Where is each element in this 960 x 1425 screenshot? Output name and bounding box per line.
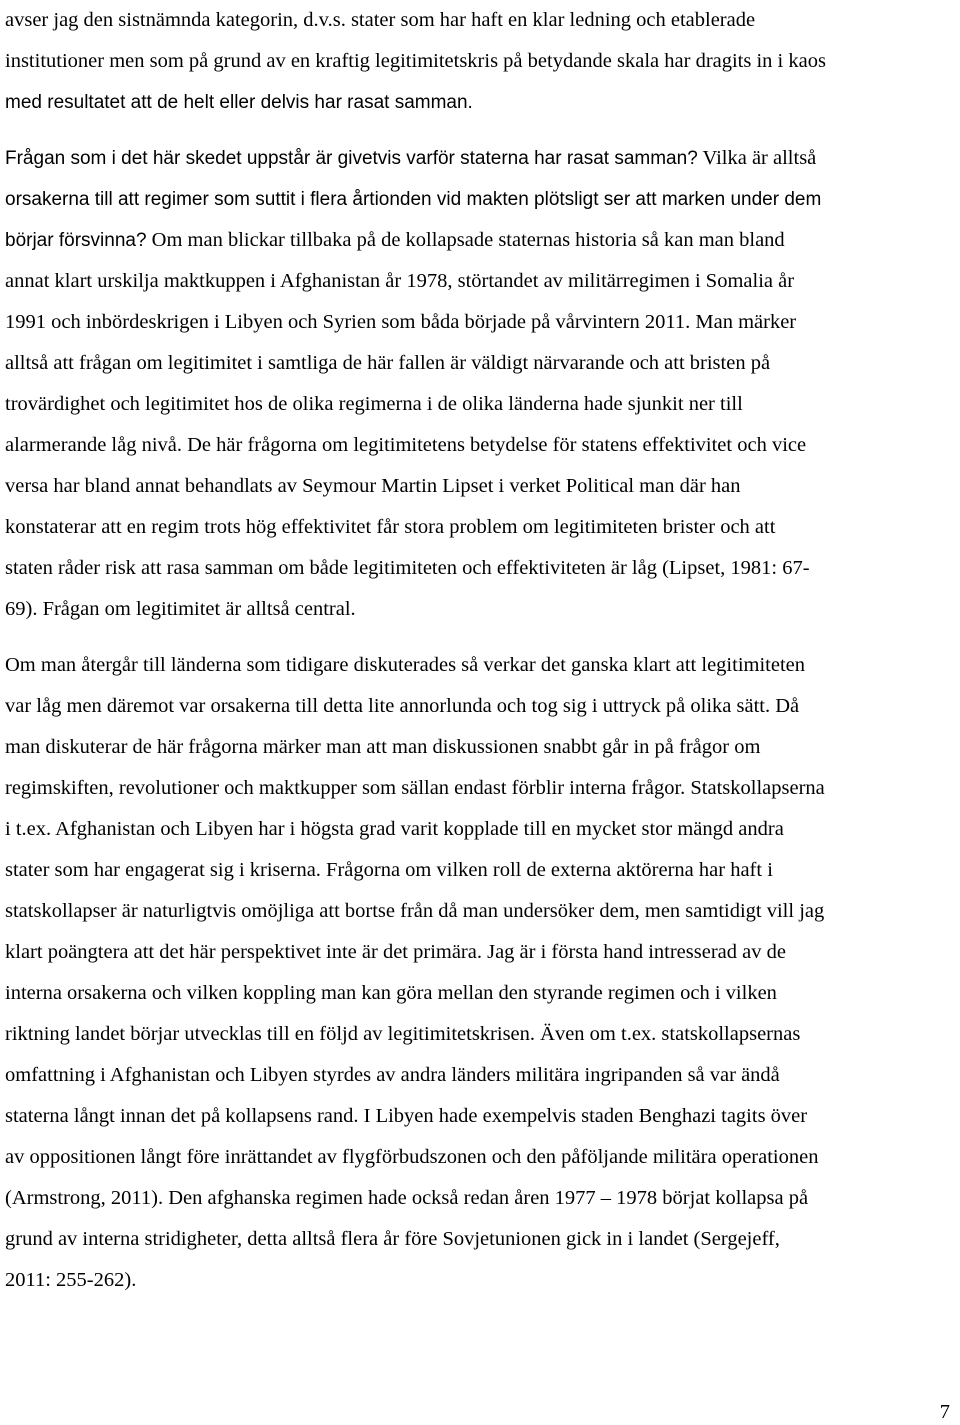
document-page xyxy=(5,0,953,1301)
text-segment: börjar försvinna? xyxy=(5,230,147,251)
paragraph xyxy=(5,0,953,123)
text-line xyxy=(5,891,953,932)
text-segment: omfattning i Afghanistan och Libyen styrdes av andra länders militära ingripanden så var ändå xyxy=(5,1064,780,1086)
text-segment: stater som har engagerat sig i kriserna. Frågorna om vilken roll de externa aktörerna har haft i xyxy=(5,859,773,881)
text-line xyxy=(5,82,953,123)
text-line xyxy=(5,343,953,384)
text-line xyxy=(5,302,953,343)
text-segment: interna orsakerna och vilken koppling man kan göra mellan den styrande regimen och i vilken xyxy=(5,982,777,1004)
text-segment: (Armstrong, 2011). Den afghanska regimen hade också redan åren 1977 – 1978 börjat kollapsa på xyxy=(5,1187,809,1209)
text-segment: Om man återgår till länderna som tidigare diskuterades så verkar det ganska klart att legitimiteten xyxy=(5,654,805,676)
text-line xyxy=(5,507,953,548)
text-line xyxy=(5,645,953,686)
text-segment: orsakerna till att regimer som suttit i flera årtionden vid makten plötsligt ser att marken under dem xyxy=(5,189,822,210)
text-segment: riktning landet börjar utvecklas till en följd av legitimitetskrisen. Även om t.ex. statskollapsernas xyxy=(5,1023,801,1045)
text-segment: konstaterar att en regim trots hög effektivitet får stora problem om legitimiteten brister och att xyxy=(5,516,776,538)
paragraph xyxy=(5,645,953,1301)
text-line xyxy=(5,1014,953,1055)
text-line xyxy=(5,138,953,179)
text-line xyxy=(5,548,953,589)
text-segment: 2011: 255-262). xyxy=(5,1269,137,1291)
text-line xyxy=(5,1137,953,1178)
text-line xyxy=(5,589,953,630)
text-line xyxy=(5,686,953,727)
text-line xyxy=(5,973,953,1014)
text-line xyxy=(5,0,953,41)
text-segment: alarmerande låg nivå. De här frågorna om legitimitetens betydelse för statens effektivitet och vice xyxy=(5,434,807,456)
text-segment: 69). Frågan om legitimitet är alltså central. xyxy=(5,598,356,620)
text-segment: 1991 och inbördeskrigen i Libyen och Syrien som båda började på vårvintern 2011. Man märker xyxy=(5,311,797,333)
text-segment: alltså att frågan om legitimitet i samtliga de här fallen är väldigt närvarande och att bristen på xyxy=(5,352,771,374)
body-text xyxy=(5,0,953,1301)
text-segment: Om man blickar tillbaka på de kollapsade staternas historia så kan man bland xyxy=(146,229,785,251)
text-segment: trovärdighet och legitimitet hos de olika regimerna i de olika länderna hade sjunkit ner till xyxy=(5,393,743,415)
text-segment: statskollapser är naturligtvis omöjliga att bortse från då man undersöker dem, men samtidigt vill jag xyxy=(5,900,825,922)
text-segment: man diskuterar de här frågorna märker man att man diskussionen snabbt går in på frågor om xyxy=(5,736,761,758)
paragraph xyxy=(5,138,953,630)
text-segment: staten råder risk att rasa samman om både legitimiteten och effektiviteten är låg (Lipset, 1981: 67- xyxy=(5,557,810,579)
text-line xyxy=(5,1055,953,1096)
text-line xyxy=(5,1260,953,1301)
text-line xyxy=(5,466,953,507)
text-line xyxy=(5,727,953,768)
text-segment: Vilka är alltså xyxy=(697,147,817,169)
text-line xyxy=(5,41,953,82)
text-segment: annat klart urskilja maktkuppen i Afghanistan år 1978, störtandet av militärregimen i Somalia år xyxy=(5,270,795,292)
text-segment: institutioner men som på grund av en kraftig legitimitetskris på betydande skala har dragits in i kaos xyxy=(5,50,826,72)
text-line xyxy=(5,1096,953,1137)
text-segment: i t.ex. Afghanistan och Libyen har i högsta grad varit kopplade till en mycket stor mängd andra xyxy=(5,818,784,840)
text-segment: grund av interna stridigheter, detta alltså flera år före Sovjetunionen gick in i landet (Sergejeff, xyxy=(5,1228,780,1250)
text-line xyxy=(5,850,953,891)
text-line xyxy=(5,261,953,302)
text-line xyxy=(5,1219,953,1260)
text-segment: versa har bland annat behandlats av Seymour Martin Lipset i verket Political man där han xyxy=(5,475,741,497)
text-segment: var låg men däremot var orsakerna till detta lite annorlunda och tog sig i uttryck på olika sätt. Då xyxy=(5,695,800,717)
text-line xyxy=(5,809,953,850)
page-number: 7 xyxy=(939,1401,950,1423)
text-segment: staterna långt innan det på kollapsens rand. I Libyen hade exempelvis staden Benghazi tagits över xyxy=(5,1105,808,1127)
text-line xyxy=(5,425,953,466)
text-line xyxy=(5,1178,953,1219)
text-segment: avser jag den sistnämnda kategorin, d.v.s. stater som har haft en klar ledning och etablerade xyxy=(5,9,756,31)
text-line xyxy=(5,384,953,425)
text-line xyxy=(5,220,953,261)
text-segment: av oppositionen långt före inrättandet av flygförbudszonen och den påföljande militära operationen xyxy=(5,1146,819,1168)
text-segment: med resultatet att de helt eller delvis har rasat samman. xyxy=(5,92,473,113)
text-segment: klart poängtera att det här perspektivet inte är det primära. Jag är i första hand intresserad av de xyxy=(5,941,786,963)
text-segment: regimskiften, revolutioner och maktkupper som sällan endast förblir interna frågor. Statskollapserna xyxy=(5,777,825,799)
text-segment: Frågan som i det här skedet uppstår är givetvis varför staterna har rasat samman? xyxy=(5,148,698,169)
text-line xyxy=(5,179,953,220)
text-line xyxy=(5,932,953,973)
text-line xyxy=(5,768,953,809)
